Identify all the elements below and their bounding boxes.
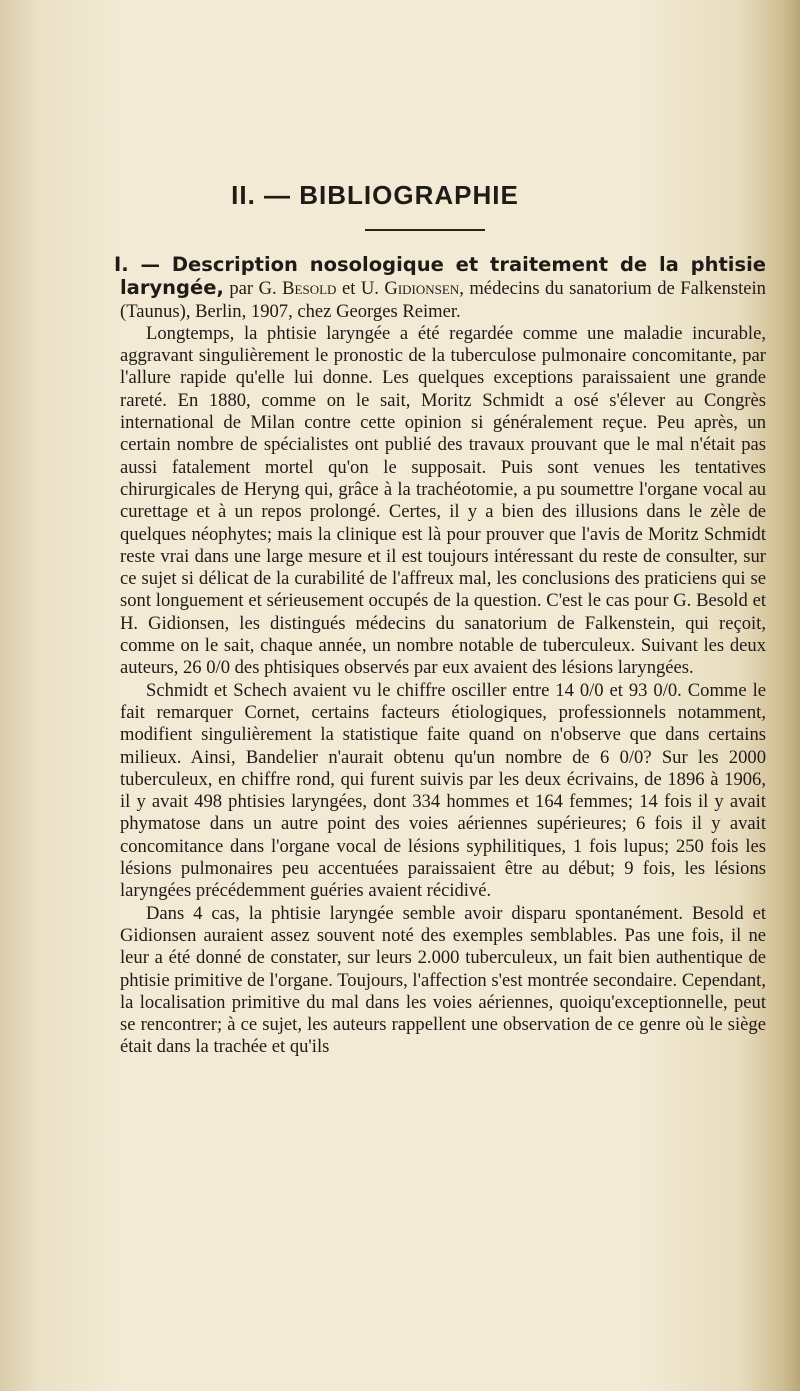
section-heading: II. — BIBLIOGRAPHIE (231, 180, 519, 210)
entry-citation: , médecins du sanatorium de Falkenstein (Taunus), Berlin, 1907, chez Georges Reimer. (120, 278, 766, 322)
paragraph-3: Dans 4 cas, la phtisie laryngée semble avoir disparu spontanément. Besold et Gidionsen auraient assez souvent noté des exemples semblables. Pas une fois, il ne leur a été donné de constater, sur leurs 2.000 tuberculeux, un fait bien authentique de phtisie primitive de l'organe. Toujours, l'affection s'est montrée secondaire. Cependant, la localisation primitive du mal dans les voies aériennes, quoiqu'exceptionnelle, peut se rencontrer; à ce sujet, les auteurs rappellent une observation de ce genre où le siège était dans la trachée et qu'ils (120, 902, 766, 1058)
article-body (114, 253, 766, 1059)
entry-author-1: Besold (282, 278, 337, 300)
entry-and: et U. (341, 278, 379, 300)
entry-author-2: Gidionsen (384, 278, 460, 300)
entry-title: I. — Description nosologique et traitement de la phtisie laryngée, (114, 253, 766, 300)
bibliography-entry (114, 253, 766, 323)
paragraph-2: Schmidt et Schech avaient vu le chiffre osciller entre 14 0/0 et 93 0/0. Comme le fait remarquer Cornet, certains facteurs étiologiques, professionnels notamment, modifient singulièrement la statistique faite quand on n'observe que dans certains milieux. Ainsi, Bandelier n'aurait obtenu qu'un nombre de 6 0/0? Sur les 2000 tuberculeux, en chiffre rond, qui furent suivis par les deux écrivains, de 1896 à 1906, il y avait 498 phtisies laryngées, dont 334 hommes et 164 femmes; 14 fois il y avait phymatose dans un autre point des voies aériennes supérieures; 6 fois il y avait concomitance dans l'organe vocal de lésions syphilitiques, 1 fois lupus; 250 fois les lésions pulmonaires peu accentuées paraissaient être au début; 9 fois, les lésions laryngées précédemment guéries avaient récidivé. (120, 679, 766, 902)
entry-by: par G. (229, 278, 277, 300)
paragraph-1: Longtemps, la phtisie laryngée a été regardée comme une maladie incurable, aggravant singulièrement le pronostic de la tuberculose pulmonaire concomitante, par l'allure rapide qu'elle lui donne. Les quelques exceptions paraissaient une grande rareté. En 1880, comme on le sait, Moritz Schmidt a osé s'élever au Congrès international de Milan contre cette opinion si généralement reçue. Peu après, un certain nombre de spécialistes ont publié des travaux prouvant que le mal n'était pas aussi fatalement mortel qu'on le supposait. Puis sont venues les tentatives chirurgicales de Heryng qui, grâce à la trachéotomie, a pu soumettre l'organe vocal au curettage et à un repos prolongé. Certes, il y a bien des illusions dans le zèle de quelques néophytes; mais la clinique est là pour prouver que l'avis de Moritz Schmidt reste vrai dans une large mesure et il est toujours intéressant du reste de consulter, sur ce sujet si délicat de la curabilité de l'affreux mal, les conclusions des praticiens qui se sont longuement et sérieusement occupés de la question. C'est le cas pour G. Besold et H. Gidionsen, les distingués médecins du sanatorium de Falkenstein, qui reçoit, comme on le sait, chaque année, un nombre notable de tuberculeux. Suivant les deux auteurs, 26 0/0 des phtisiques observés par eux avaient des lésions laryngées. (120, 322, 766, 679)
heading-rule (365, 229, 485, 231)
